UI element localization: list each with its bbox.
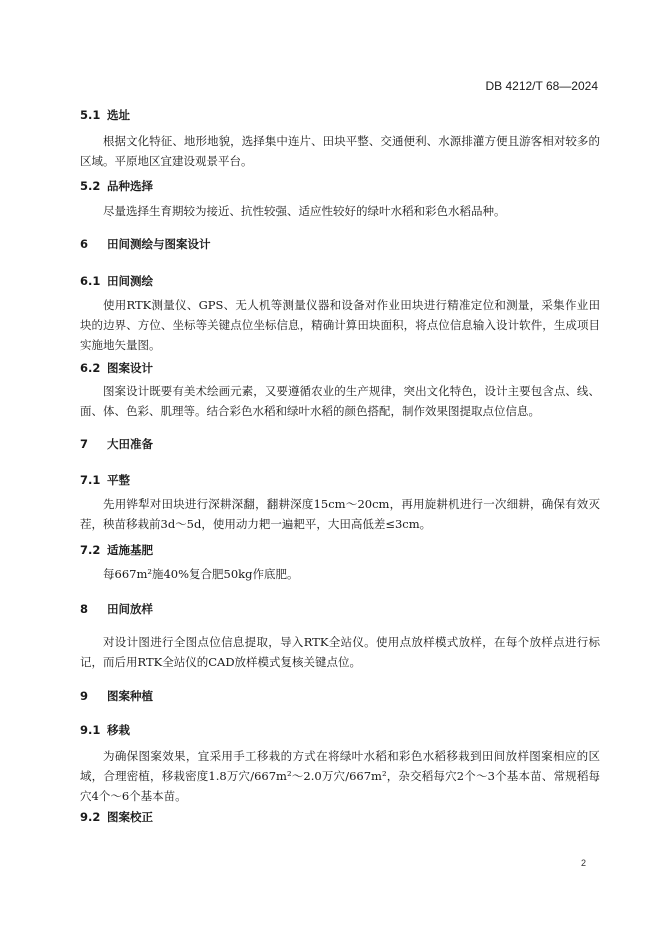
section-heading-5-1: 5.1 选址 — [80, 108, 130, 122]
section-heading-7: 7 大田准备 — [80, 437, 153, 451]
section-heading-7-1: 7.1 平整 — [80, 473, 130, 487]
section-heading-9-1: 9.1 移栽 — [80, 723, 130, 737]
paragraph-site-selection: 根据文化特征、地形地貌，选择集中连片、田块平整、交通便利、水源排灌方便且游客相对较多的区域。平原地区宜建设观景平台。 — [80, 134, 600, 168]
paragraph-pattern-design: 图案设计既要有美术绘画元素，又要遵循农业的生产规律，突出文化特色，设计主要包含点、线、面、体、色彩、肌理等。结合彩色水稻和绿叶水稻的颜色搭配，制作效果图提取点位信息。 — [80, 384, 600, 418]
paragraph-transplanting: 为确保图案效果，宜采用手工移栽的方式在将绿叶水稻和彩色水稻移栽到田间放样图案相应的区域，合理密植，移栽密度1.8万穴/667m²～2.0万穴/667m²，杂交稻每穴2个～3个基本苗、常规稻每穴4个～6个基本苗。 — [80, 749, 600, 803]
section-heading-9-2: 9.2 图案校正 — [80, 810, 153, 824]
section-heading-6-1: 6.1 田间测绘 — [80, 274, 153, 288]
section-heading-8: 8 田间放样 — [80, 602, 153, 616]
section-heading-7-2: 7.2 适施基肥 — [80, 543, 153, 557]
paragraph-variety-selection: 尽量选择生育期较为接近、抗性较强、适应性较好的绿叶水稻和彩色水稻品种。 — [103, 204, 506, 218]
paragraph-field-surveying: 使用RTK测量仪、GPS、无人机等测量仪器和设备对作业田块进行精准定位和测量，采集作业田块的边界、方位、坐标等关键点位坐标信息，精确计算田块面积，将点位信息输入设计软件，生成项目实施地矢量图。 — [80, 298, 600, 352]
paragraph-base-fertilizer: 每667m²施40%复合肥50kg作底肥。 — [103, 567, 299, 581]
section-heading-6: 6 田间测绘与图案设计 — [80, 237, 211, 251]
paragraph-leveling: 先用铧犁对田块进行深耕深翻，翻耕深度15cm～20cm，再用旋耕机进行一次细耕，确保有效灭茬，秧苗移栽前3d～5d，使用动力耙一遍耙平，大田高低差≤3cm。 — [80, 497, 600, 531]
paragraph-field-staking: 对设计图进行全图点位信息提取，导入RTK全站仪。使用点放样模式放样，在每个放样点进行标记，而后用RTK全站仪的CAD放样模式复核关键点位。 — [80, 635, 600, 669]
page-number: 2 — [580, 858, 586, 868]
document-id-header: DB 4212/T 68—2024 — [485, 79, 598, 93]
section-heading-9: 9 图案种植 — [80, 689, 153, 703]
section-heading-6-2: 6.2 图案设计 — [80, 361, 153, 375]
section-heading-5-2: 5.2 品种选择 — [80, 179, 153, 193]
